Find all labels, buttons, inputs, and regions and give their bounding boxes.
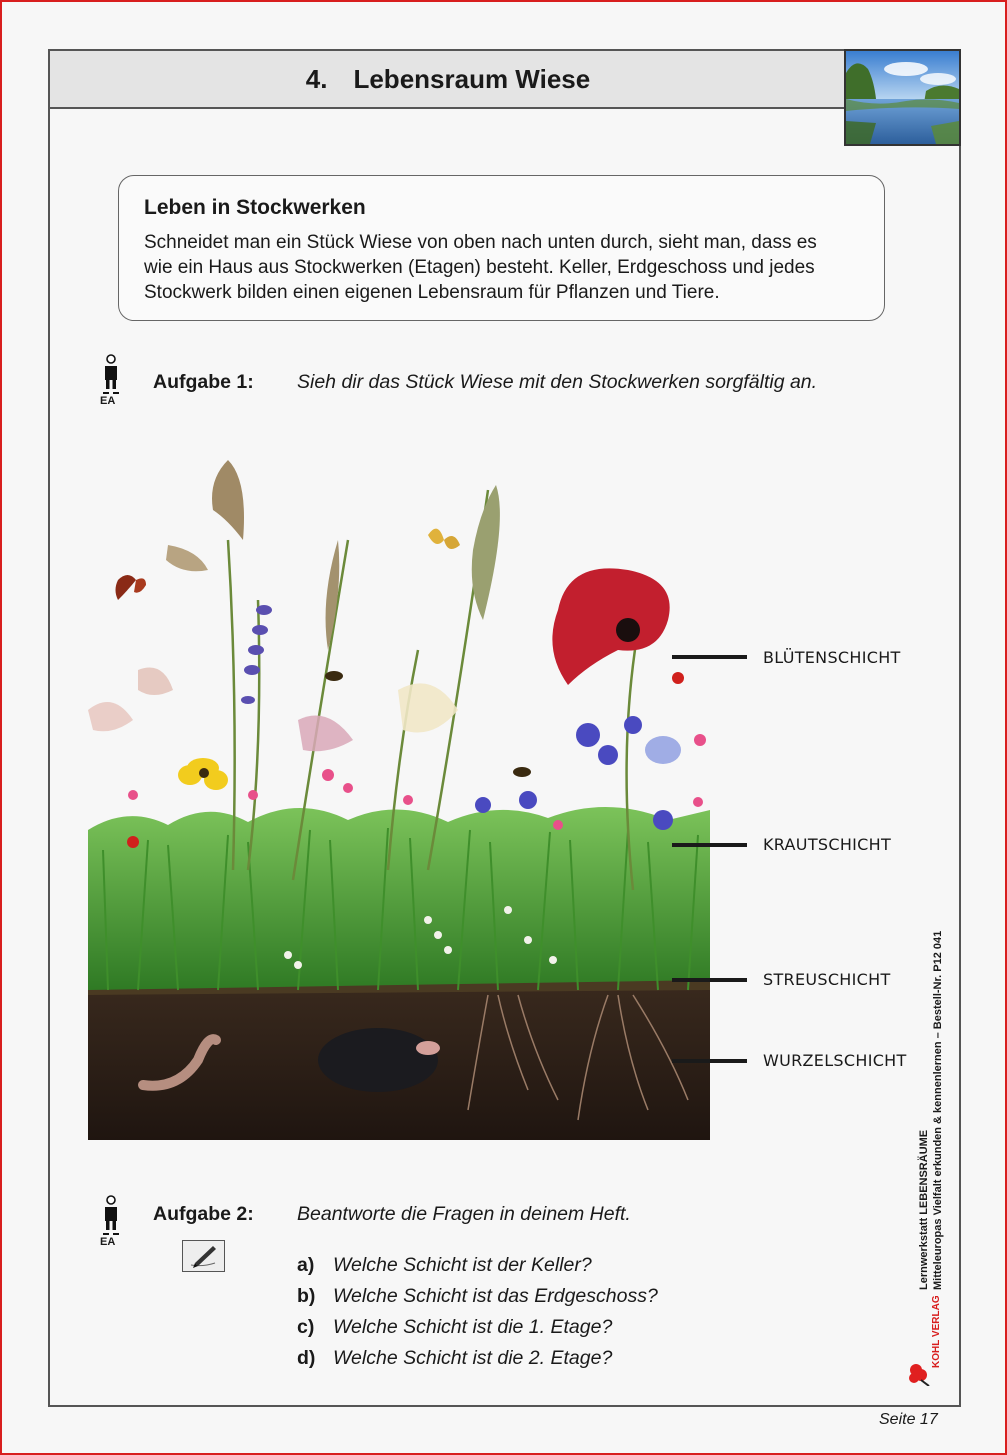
info-box xyxy=(118,175,885,321)
question-b xyxy=(297,1285,658,1308)
layer-pointer-line xyxy=(672,978,747,982)
task-2-label: Aufgabe 2: xyxy=(153,1203,254,1225)
layer-label-wurzelschicht: WURZELSCHICHT xyxy=(763,1051,907,1070)
work-mode-label: EA xyxy=(100,1236,116,1248)
info-line: Schneidet man ein Stück Wiese von oben nach unten durch, sieht man, dass es xyxy=(144,232,817,253)
question-text: Welche Schicht ist die 1. Etage? xyxy=(333,1316,613,1338)
task-2-text: Beantworte die Fragen in deinem Heft. xyxy=(297,1203,631,1225)
publisher-logo-icon xyxy=(907,1360,931,1386)
question-d xyxy=(297,1347,612,1370)
question-text: Welche Schicht ist die 2. Etage? xyxy=(333,1347,613,1369)
question-letter: b) xyxy=(297,1285,316,1307)
layer-label-bluetenschicht: BLÜTENSCHICHT xyxy=(763,648,901,667)
layer-label-streuschicht: STREUSCHICHT xyxy=(763,970,891,989)
info-line: Stockwerk bilden einen eigenen Lebensraum für Pflanzen und Tiere. xyxy=(144,282,720,303)
task-1-text: Sieh dir das Stück Wiese mit den Stockwerken sorgfältig an. xyxy=(297,371,818,393)
question-a xyxy=(297,1254,592,1277)
question-letter: a) xyxy=(297,1254,315,1276)
page-title: Lebensraum Wiese xyxy=(353,63,591,94)
sidebar-subtitle-order-number: Mitteleuropas Vielfalt erkunden & kennenlernen – Bestell-Nr. P12 041 xyxy=(932,930,944,1290)
question-text: Welche Schicht ist das Erdgeschoss? xyxy=(333,1285,658,1307)
lake-photo xyxy=(844,49,961,146)
single-work-icon xyxy=(99,354,123,410)
task-1-label: Aufgabe 1: xyxy=(153,371,254,393)
meadow-cross-section-illustration xyxy=(88,450,710,1140)
layer-pointer-line xyxy=(672,655,747,659)
chapter-number: 4. xyxy=(305,63,328,94)
info-box-title: Leben in Stockwerken xyxy=(144,196,366,219)
info-box-text xyxy=(144,230,860,305)
page-header xyxy=(48,49,848,109)
write-pen-icon xyxy=(182,1240,225,1272)
publisher-name: KOHL VERLAG xyxy=(931,1295,942,1368)
page-number: Seite 17 xyxy=(879,1411,938,1428)
layer-pointer-line xyxy=(672,1059,747,1063)
info-line: wie ein Haus aus Stockwerken (Etagen) besteht. Keller, Erdgeschoss und jedes xyxy=(144,257,815,278)
question-letter: d) xyxy=(297,1347,316,1369)
question-c xyxy=(297,1316,612,1339)
question-letter: c) xyxy=(297,1316,315,1338)
work-mode-label: EA xyxy=(100,395,116,407)
layer-label-krautschicht: KRAUTSCHICHT xyxy=(763,835,892,854)
question-text: Welche Schicht ist der Keller? xyxy=(333,1254,592,1276)
single-work-icon xyxy=(99,1195,123,1251)
layer-pointer-line xyxy=(672,843,747,847)
sidebar-series-title: Lernwerkstatt LEBENSRÄUME xyxy=(918,1129,930,1290)
